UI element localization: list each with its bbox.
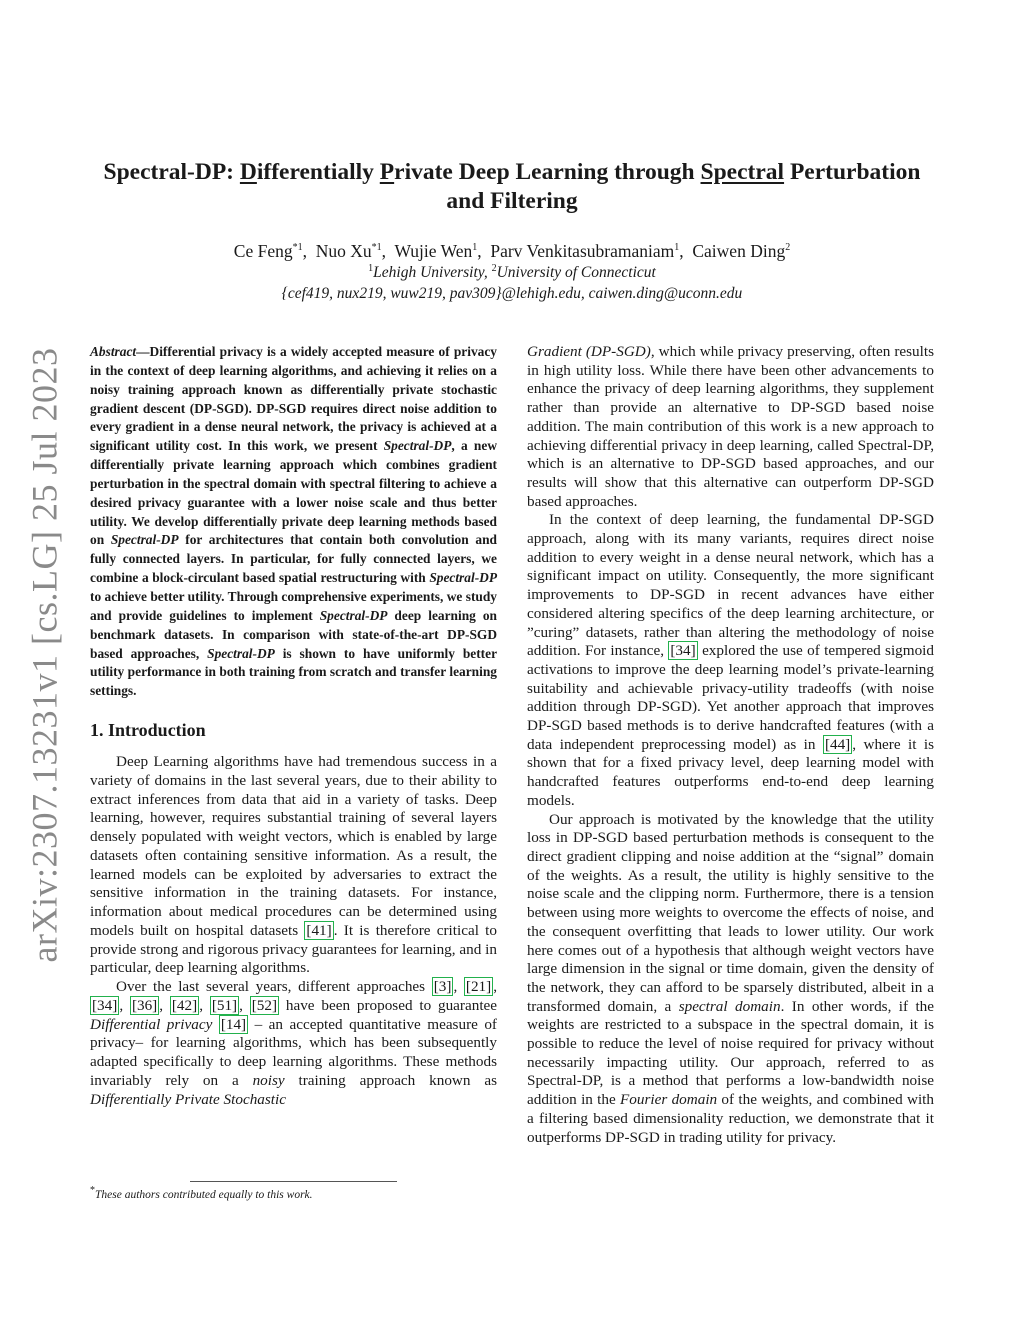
author: Caiwen Ding$^2$ (692, 241, 791, 261)
citation-link[interactable]: [44] (824, 735, 851, 753)
text-run: , which while privacy preserving, often results in high utility loss. While there have been other advancements to enhance the privacy of deep learning algorithms, they supplement rather than provide an alternative to DP-SGD based noise addition. The main contribution of this work is a new approach to achieving differential privacy in deep learning, called Spectral-DP, which is an alternative to DP-SGD based approaches, and our results will show that this alternative can outperform DP-SGD based approaches. (527, 343, 934, 510)
emphasis-text: spectral domain (678, 997, 781, 1015)
arxiv-identifier-stamp (14, 347, 74, 963)
section-heading-introduction: 1. Introduction (90, 720, 206, 741)
citation-link[interactable]: [34] (92, 996, 118, 1014)
text-run: for architectures that contain both convolution and fully connected layers. In particular, for fully connected layers, we combine a block-circulant based spatial restructuring with (90, 532, 497, 586)
text-run: have been proposed to guarantee (279, 996, 498, 1014)
paper-title (90, 158, 934, 216)
author: Ce Feng$^{*1}$ (233, 241, 303, 261)
author-emails: {cef419, nux219, wuw219, pav309}@lehigh.edu, caiwen.ding@uconn.edu (281, 285, 743, 302)
citation-link[interactable]: [42] (171, 996, 198, 1014)
author: Parv Venkitasubramaniam$^1$ (490, 241, 680, 261)
emphasis-text: Differentially Private Stochastic (90, 1090, 286, 1108)
footnote-divider (190, 1181, 397, 1182)
emphasis-text: Spectral-DP (110, 532, 179, 548)
text-run: Our approach is motivated by the knowledge that the utility loss in DP-SGD based perturbation methods is consequent to the direct gradient clipping and noise addition at the “signal” domain of the weights. As a result, the utility is highly sensitive to the noise scale and the clipping norm. Furthermore, there is a tension between using more weights to overcome the effects of noise, and the consequent overfitting that leads to lower utility. Our work here comes out of a hypothesis that although weight vectors have large dimension in the signal or time domain, given the density of the network, they can afford to be sparsely distributed, albeit in a transformed domain, a (527, 810, 934, 1015)
text-run: In the context of deep learning, the fundamental DP-SGD approach, along with its many variants, requires direct noise addition to every weight in a dense neural network, which has a significant impact on utility. Consequently, the more significant improvements to DP-SGD in recent advances have either considered altering specifics of the deep learning architecture, or ”curing” datasets, rather than altering the methodology of noise addition. For instance, (527, 511, 934, 660)
text-run: , (493, 978, 497, 996)
text-run: , a new differentially private learning approach which combines gradient perturbation in the spectral domain with spectral filtering to achieve a desired privacy guarantee with a lower noise scale and thus better utility. We develop differentially private deep learning methods based on (90, 438, 497, 548)
emphasis-text: Fourier domain (620, 1091, 718, 1109)
left-column (90, 343, 497, 1109)
citation-link[interactable]: [21] (465, 978, 492, 996)
text-run: of the weights, and combined with a filtering based dimensionality reduction, we demonstrate that it outperforms DP-SGD in trading utility for privacy. (527, 1091, 934, 1146)
citation-link[interactable]: [41] (306, 921, 332, 939)
emphasis-text: Spectral-DP (429, 570, 497, 586)
text-run: – an accepted quantitative measure of privacy– for learning algorithms, which has been subsequently adapted specifically to deep learning algorithms. These methods invariably rely on a (90, 1015, 497, 1089)
text-run: , (119, 996, 130, 1014)
citation-link[interactable]: [34] (670, 642, 696, 660)
text-run: training approach known as (284, 1071, 497, 1089)
text-run: to achieve better utility. Through comprehensive experiments, we study and provide guidelines to implement (90, 588, 497, 623)
paragraph (90, 978, 497, 1109)
emphasis-text: noisy (252, 1071, 285, 1089)
author: Nuo Xu$^{*1}$ (315, 241, 382, 261)
text-run: , (159, 996, 170, 1014)
paragraph (527, 511, 934, 810)
footnote: *These authors contributed equally to this work. (90, 1185, 313, 1201)
right-column (527, 343, 934, 1147)
text-run: is shown to have uniformly better utility performance in both training from scratch and transfer learning settings. (90, 645, 498, 699)
citation-link[interactable]: [36] (131, 996, 158, 1014)
emphasis-text: Spectral-DP (319, 607, 388, 623)
text-run: , (199, 996, 210, 1014)
author-list: Ce Feng$^{*1}$, Nuo Xu$^{*1}$, Wujie Wen$^1$, Parv Venkitasubramaniam$^1$, Caiwen Ding$^2$ (233, 241, 791, 261)
text-run (212, 1016, 218, 1033)
emphasis-text: Spectral-DP (383, 438, 452, 454)
affiliations: $^1$Lehigh University, $^2$University of Connecticut (368, 262, 656, 281)
citation-link[interactable]: [14] (220, 1015, 247, 1033)
text-run: . It is therefore critical to provide strong and rigorous privacy guarantees for learning, and in particular, deep learning algorithms. (90, 921, 497, 977)
title-line-2: and Filtering (446, 188, 578, 214)
paragraph (527, 811, 934, 1148)
text-run: , (453, 978, 464, 996)
abstract (90, 343, 497, 701)
text-run: —Differential privacy is a widely accepted measure of privacy in the context of deep learning algorithms, and achieving it relies on a noisy training approach known as differentially private stochastic gradient descent (DP-SGD). DP-SGD requires direct noise addition to every gradient in a dense neural network, the privacy is achieved at a significant utility cost. In this work, we present (90, 344, 497, 454)
paragraph (527, 343, 934, 511)
abstract-text (90, 344, 497, 698)
text-run: . In other words, if the weights are restricted to a subspace in the spectral domain, it is possible to reduce the level of noise required for privacy without necessarily impacting utility. Our approach, referred to as Spectral-DP, is a method that performs a low-bandwidth noise addition in the (527, 997, 935, 1109)
emphasis-text: Differential privacy (90, 1015, 213, 1033)
text-run: , where it is shown that for a fixed privacy level, deep learning model with handcrafted features outperforms end-to-end deep learning models. (527, 735, 935, 809)
title-line-1: Spectral-DP: Differentially Private Deep Learning through Spectral Perturbation (103, 159, 921, 185)
arxiv-identifier-text: arXiv:2307.13231v1 [cs.LG] 25 Jul 2023 (24, 347, 64, 963)
citation-link[interactable]: [52] (251, 996, 278, 1014)
emphasis-text: Gradient (DP-SGD) (527, 343, 651, 360)
text-run: deep learning on benchmark datasets. In comparison with state-of-the-art DP-SGD based approaches, (90, 607, 497, 661)
text-run: Over the last several years, different approaches (116, 978, 432, 996)
abstract-lead: Abstract (90, 344, 137, 359)
emphasis-text: Spectral-DP (207, 645, 275, 661)
paragraph (90, 753, 497, 978)
citation-link[interactable]: [3] (433, 978, 452, 996)
text-run: explored the use of tempered sigmoid activations to improve the deep learning model’s private-learning suitability and achievable privacy-utility tradeoffs (with noise addition through DP-SGD). Yet another approach that improves DP-SGD based methods is to derive handcrafted features (with a data independent preprocessing model) as in (527, 642, 934, 753)
citation-link[interactable]: [51] (211, 996, 238, 1014)
author: Wujie Wen$^1$ (394, 241, 478, 261)
text-run: , (239, 996, 250, 1014)
text-run: Deep Learning algorithms have had tremendous success in a variety of domains in the last several years, due to their ability to extract inferences from data that aid in a variety of tasks. Deep learning, however, requires substantial training of several layers densely populated with weight vectors, which is enabled by large datasets often containing sensitive information. As a result, the learned models can be exploited by adversaries to extract the sensitive information in the training datasets. For instance, information about medical procedures can be determined using models built on hospital datasets (90, 753, 497, 939)
